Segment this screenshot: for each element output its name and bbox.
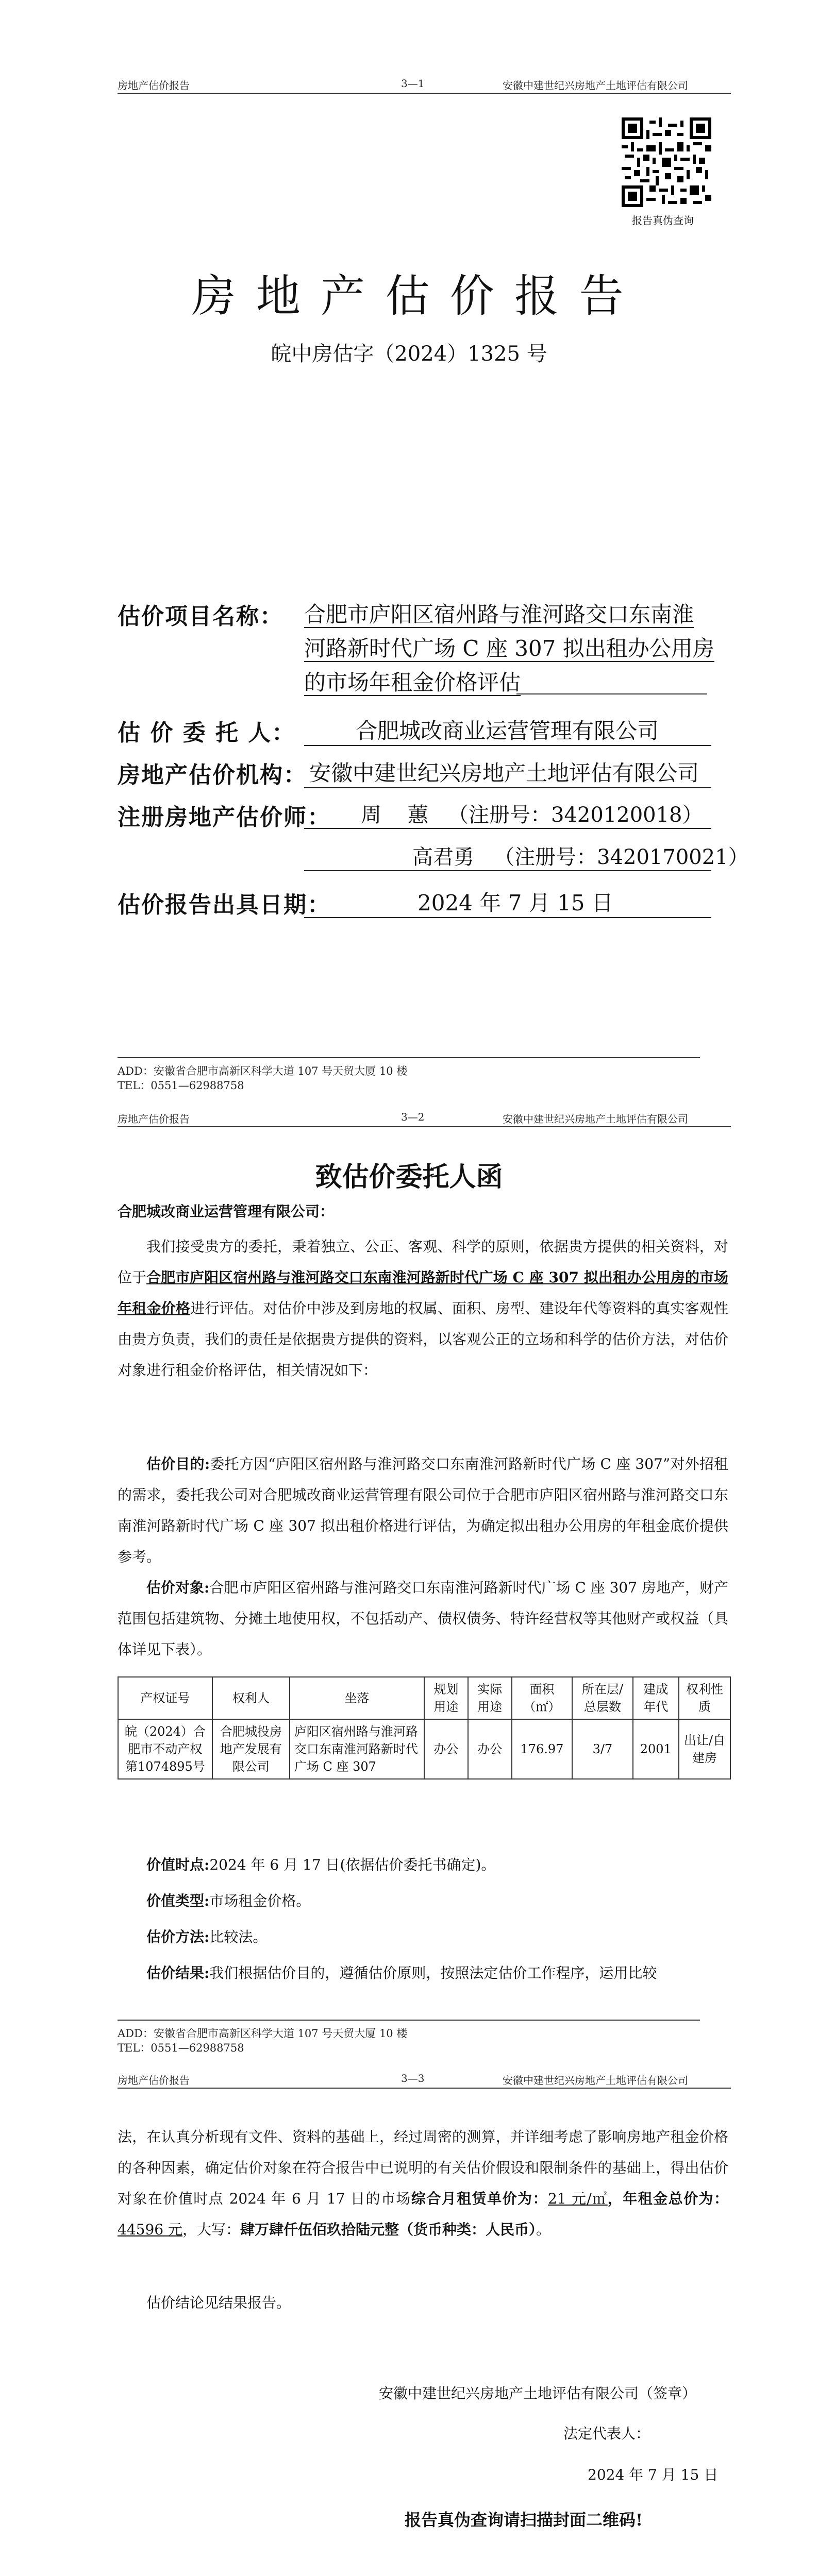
letter-intro-paragraph: 我们接受贵方的委托，秉着独立、公正、客观、科学的原则，依据贵方提供的相关资料，对位于合肥市庐阳区宿州路与淮河路交口东南淮河路新时代广场 C 座 307 拟出租办公用房的市场年租金价格进行评估。对估价中涉及到房地的权属、面积、房型、建设年代等资料的真实客观性由贵方负责，我们的责任是依据贵方提供的资料，以客观公正的立场和科学的估价方法，对估价对象进行租金价格评估，相关情况如下： <box>118 1238 728 1379</box>
table-cell: 合肥城投房地产发展有限公司 <box>212 1719 290 1779</box>
table-header-cell: 实际用途 <box>468 1677 512 1719</box>
page2-footer-rule <box>118 2020 700 2021</box>
page1-footer-rule <box>118 1057 700 1058</box>
method-paragraph: 估价方法:比较法。 <box>146 1928 268 1945</box>
conclusion-reference: 估价结论见结果报告。 <box>146 2294 291 2311</box>
table-header-row <box>118 1677 730 1719</box>
appraiser-1-value: 周 蕙 （注册号：3420120018） <box>304 799 711 829</box>
appraiser-2-value: 高君勇 （注册号：3420170021） <box>304 841 711 871</box>
table-cell: 3/7 <box>572 1719 632 1779</box>
annual-total-value: 44596 元 <box>118 2221 182 2238</box>
page1-header-left: 房地产估价报告 <box>118 79 190 92</box>
value-date-paragraph: 价值时点:2024 年 6 月 17 日(依据估价委托书确定)。 <box>146 1856 496 1873</box>
annual-total-label: ，年租金总价为： <box>607 2190 728 2207</box>
table-header-cell: 产权证号 <box>118 1677 212 1719</box>
client-value: 合肥城改商业运营管理有限公司 <box>304 714 711 746</box>
table-cell: 办公 <box>468 1719 512 1779</box>
signature-company: 安徽中建世纪兴房地产土地评估有限公司（签章） <box>379 2385 697 2402</box>
letter-addressee: 合肥城改商业运营管理有限公司： <box>118 1203 335 1220</box>
table-cell: 皖（2024）合肥市不动产权第1074895号 <box>118 1719 212 1779</box>
page3-header-right: 安徽中建世纪兴房地产土地评估有限公司 <box>503 2074 688 2087</box>
value-date-label: 价值时点: <box>146 1856 210 1873</box>
table-header-cell: 坐落 <box>290 1677 424 1719</box>
signature-date: 2024 年 7 月 15 日 <box>588 2466 719 2483</box>
page2-header-left: 房地产估价报告 <box>118 1113 190 1125</box>
table-cell: 176.97 <box>512 1719 572 1779</box>
agency-value: 安徽中建世纪兴房地产土地评估有限公司 <box>304 756 711 788</box>
purpose-paragraph: 估价目的:委托方因“庐阳区宿州路与淮河路交口东南淮河路新时代广场 C 座 307”对外招租的需求，委托我公司对合肥城改商业运营管理有限公司位于合肥市庐阳区宿州路与淮河路交口东南淮河路新时代广场 C 座 307 拟出租价格进行评估，为确定拟出租办公用房的年租金底价提供参考。 <box>118 1455 728 1565</box>
table-header-cell: 规划用途 <box>424 1677 468 1719</box>
page1-header-rule <box>118 93 731 94</box>
page1-header-right: 安徽中建世纪兴房地产土地评估有限公司 <box>503 79 688 92</box>
conclusion-paragraph: 法，在认真分析现有文件、资料的基础上，经过周密的测算，并详细考虑了影响房地产租金价格的各种因素，确定估价对象在符合报告中已说明的有关估价假设和限制条件的基础上，得出估价对象在价值时点 2024 年 6 月 17 日的市场综合月租赁单价为：21 元/㎡，年租金总价为：44596 元，大写：肆万肆仟伍佰玖拾陆元整（货币种类：人民币）。 <box>118 2128 728 2238</box>
letter-intro-object: 合肥市庐阳区宿州路与淮河路交口东南淮河路新时代广场 C 座 307 拟出租办公用房的市场年租金价格 <box>118 1269 728 1317</box>
monthly-unit-price-label: 综合月租赁单价为： <box>411 2190 548 2207</box>
object-label: 估价对象: <box>146 1579 210 1596</box>
result-paragraph: 估价结果:我们根据估价目的，遵循估价原则，按照法定估价工作程序，运用比较 <box>146 1964 657 1981</box>
table-cell: 出让/自建房 <box>679 1719 730 1779</box>
purpose-label: 估价目的: <box>146 1455 210 1472</box>
table-header-cell: 所在层/总层数 <box>572 1677 632 1719</box>
qr-code-icon <box>622 117 711 207</box>
table-cell: 2001 <box>633 1719 679 1779</box>
appraiser-label: 注册房地产估价师： <box>118 804 331 831</box>
page3-header-page-number: 3—3 <box>401 2072 425 2084</box>
table-header-cell: 建成年代 <box>633 1677 679 1719</box>
page2-header-rule <box>118 1126 731 1127</box>
page2-header-right: 安徽中建世纪兴房地产土地评估有限公司 <box>503 1113 688 1125</box>
project-name-value-line1: 合肥市庐阳区宿州路与淮河路交口东南淮 <box>304 602 694 627</box>
object-paragraph: 估价对象:合肥市庐阳区宿州路与淮河路交口东南淮河路新时代广场 C 座 307 房地产，财产范围包括建筑物、分摊土地使用权，不包括动产、债权债务、特许经营权等其他财产或权益（具体详见下表）。 <box>118 1579 728 1658</box>
page3-header-rule <box>118 2088 731 2089</box>
table-header-cell: 权利人 <box>212 1677 290 1719</box>
verify-notice: 报告真伪查询请扫描封面二维码! <box>405 2510 643 2530</box>
report-title: 房 地 产 估 价 报 告 <box>191 270 627 322</box>
project-name-value-line3: 的市场年租金价格评估 <box>304 670 521 695</box>
page1-header-page-number: 3—1 <box>401 77 425 90</box>
project-name-underline <box>516 693 707 694</box>
annual-total-in-words: 肆万肆仟伍佰玖拾陆元整（货币种类：人民币） <box>240 2221 537 2238</box>
table-header-cell: 面积（㎡） <box>512 1677 572 1719</box>
letter-title: 致估价委托人函 <box>315 1161 503 1193</box>
table-cell: 办公 <box>424 1719 468 1779</box>
page1-footer-tel: TEL：0551—62988758 <box>118 1079 244 1092</box>
agency-label: 房地产估价机构： <box>118 762 307 788</box>
result-label: 估价结果: <box>146 1964 210 1981</box>
client-label: 估 价 委 托 人： <box>118 720 296 746</box>
monthly-unit-price-value: 21 元/㎡ <box>547 2190 608 2207</box>
project-name-label: 估价项目名称： <box>118 603 283 630</box>
signature-legal-rep: 法定代表人： <box>563 2425 650 2442</box>
value-type-paragraph: 价值类型:市场租金价格。 <box>146 1892 311 1909</box>
page2-header-page-number: 3—2 <box>401 1111 425 1123</box>
page3-header-left: 房地产估价报告 <box>118 2074 190 2087</box>
report-date-label: 估价报告出具日期： <box>118 892 331 918</box>
qr-caption: 报告真伪查询 <box>632 214 694 227</box>
property-table <box>118 1676 731 1780</box>
page2-footer-address: ADD：安徽省合肥市高新区科学大道 107 号天贸大厦 10 楼 <box>118 2027 408 2040</box>
table-row <box>118 1719 730 1779</box>
page1-footer-address: ADD：安徽省合肥市高新区科学大道 107 号天贸大厦 10 楼 <box>118 1065 408 1077</box>
page2-footer-tel: TEL：0551—62988758 <box>118 2042 244 2054</box>
report-date-value: 2024 年 7 月 15 日 <box>304 886 711 918</box>
report-number: 皖中房估字（2024）1325 号 <box>271 342 547 366</box>
table-header-cell: 权利性质 <box>679 1677 730 1719</box>
table-cell: 庐阳区宿州路与淮河路交口东南淮河路新时代广场 C 座 307 <box>290 1719 424 1779</box>
project-name-value-line2: 河路新时代广场 C 座 307 拟出租办公用房 <box>304 636 714 661</box>
value-type-label: 价值类型: <box>146 1892 210 1909</box>
method-label: 估价方法: <box>146 1928 210 1945</box>
